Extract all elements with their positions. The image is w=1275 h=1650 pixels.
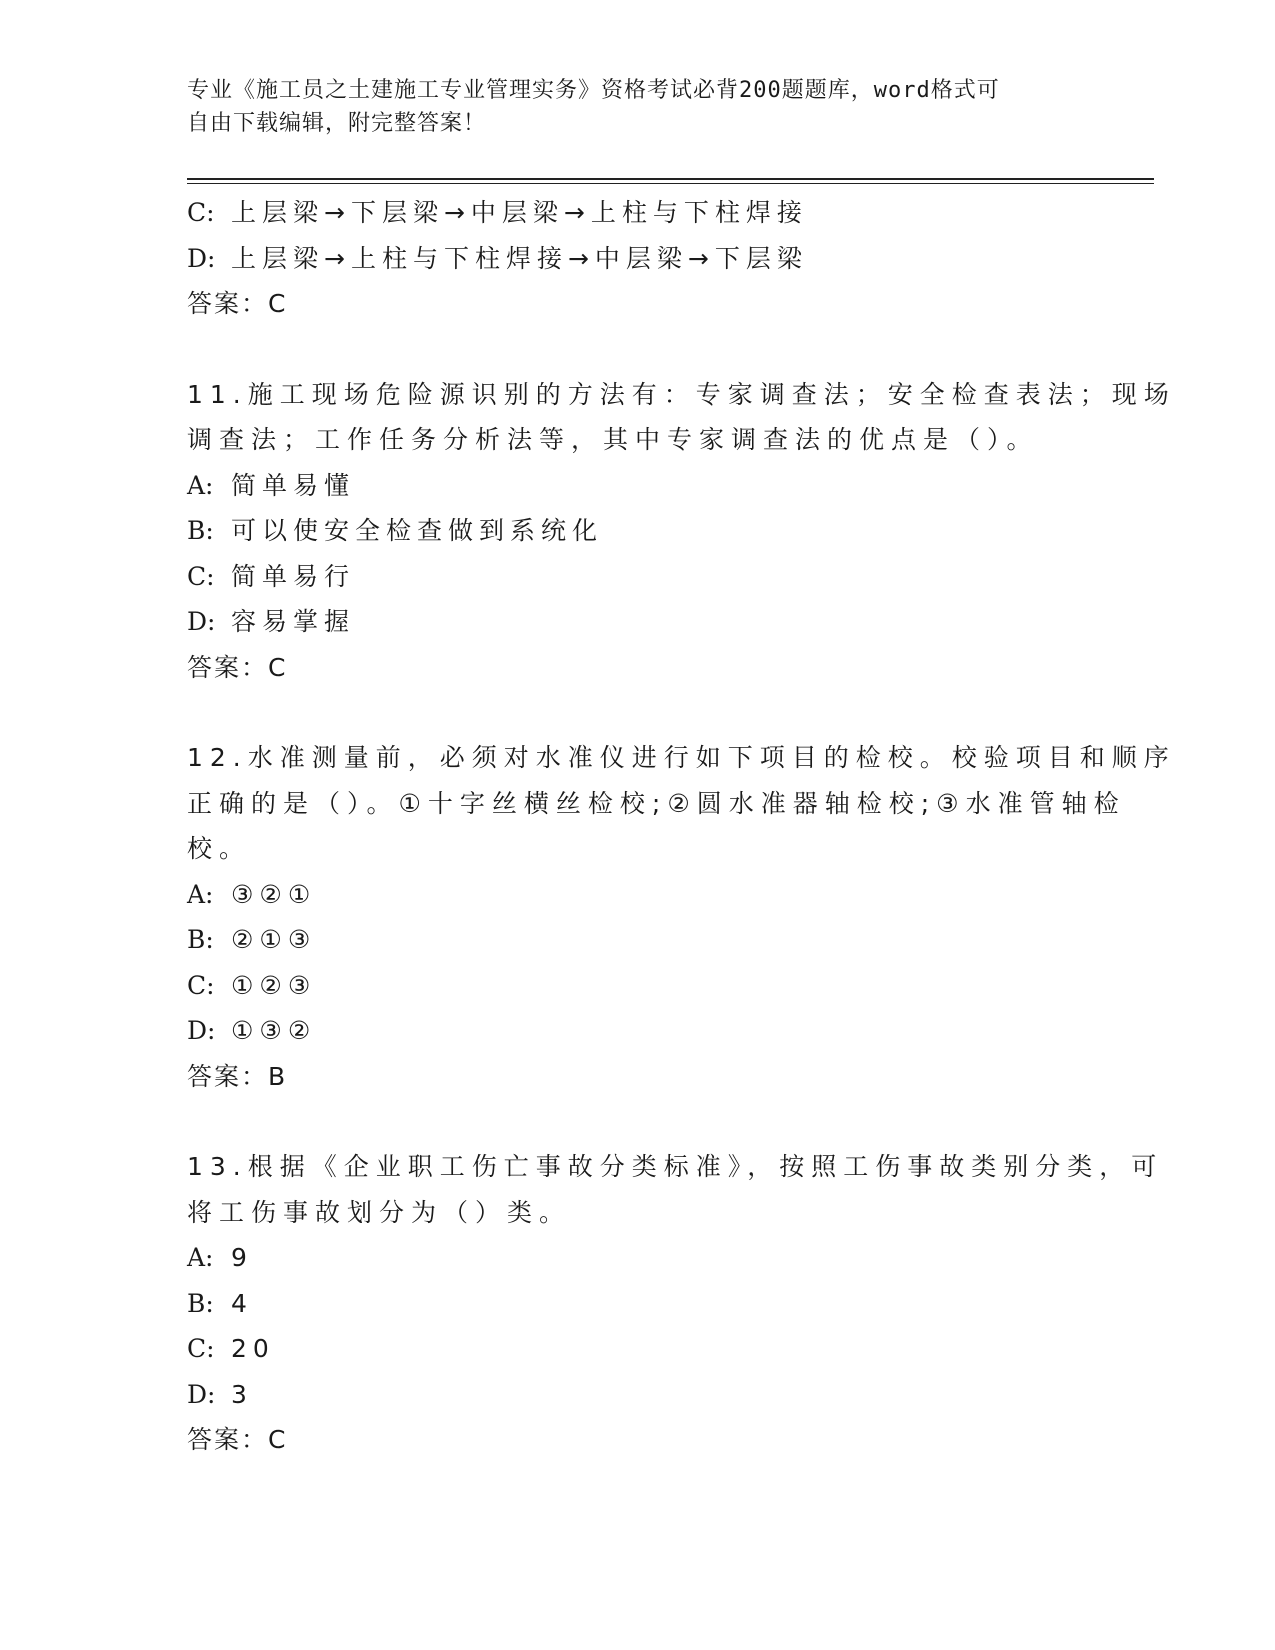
header-line-2: 自由下载编辑，附完整答案！: [187, 111, 487, 136]
option-d: D: 3: [187, 1379, 253, 1409]
option-b: B: 可以使安全检查做到系统化: [187, 516, 604, 545]
previous-question-tail: [187, 190, 1087, 327]
question-stem-line: 调查法；工作任务分析法等，其中专家调查法的优点是（）。: [187, 425, 1039, 454]
option-c: C: 简单易行: [187, 561, 356, 591]
answer: 答案：C: [187, 1425, 288, 1454]
question-13: [187, 1144, 1164, 1463]
question-11: [187, 372, 1176, 691]
question-stem-line: 12.水准测量前，必须对水准仪进行如下项目的检校。校验项目和顺序: [187, 743, 1176, 772]
option-c: C: 20: [187, 1334, 275, 1363]
option-c: C: ①②③: [187, 970, 317, 1000]
answer: 答案：C: [187, 652, 288, 682]
question-stem-line: 11.施工现场危险源识别的方法有：专家调查法；安全检查表法；现场: [187, 379, 1176, 409]
question-12: [187, 735, 1176, 1099]
header-divider-thick: [187, 178, 1154, 180]
option-d: D: 容易掌握: [187, 607, 356, 636]
question-stem-line: 正确的是（）。①十字丝横丝检校;②圆水准器轴检校;③水准管轴检: [187, 788, 1126, 818]
option-b: B: ②①③: [187, 925, 317, 954]
option-d: D: 上层梁→上柱与下柱焊接→中层梁→下层梁: [187, 243, 808, 273]
option-b: B: 4: [187, 1288, 253, 1318]
option-c: C: 上层梁→下层梁→中层梁→上柱与下柱焊接: [187, 198, 808, 227]
option-a: A: 简单易懂: [187, 470, 356, 500]
header-divider-thin: [187, 183, 1154, 184]
option-d: D: ①③②: [187, 1016, 317, 1045]
question-stem-line: 将工伤事故划分为（）类。: [187, 1197, 572, 1227]
answer: 答案：C: [187, 289, 288, 318]
document-body: [187, 190, 1176, 1463]
header-line-1: 专业《施工员之土建施工专业管理实务》资格考试必背200题题库，word格式可: [187, 78, 1000, 103]
option-a: A: ③②①: [187, 879, 317, 909]
answer: 答案：B: [187, 1061, 288, 1091]
question-stem-line: 13.根据《企业职工伤亡事故分类标准》，按照工伤事故类别分类，可: [187, 1152, 1164, 1181]
option-a: A: 9: [187, 1243, 253, 1272]
page-header: [187, 74, 1067, 140]
question-stem-line: 校。: [187, 834, 252, 863]
